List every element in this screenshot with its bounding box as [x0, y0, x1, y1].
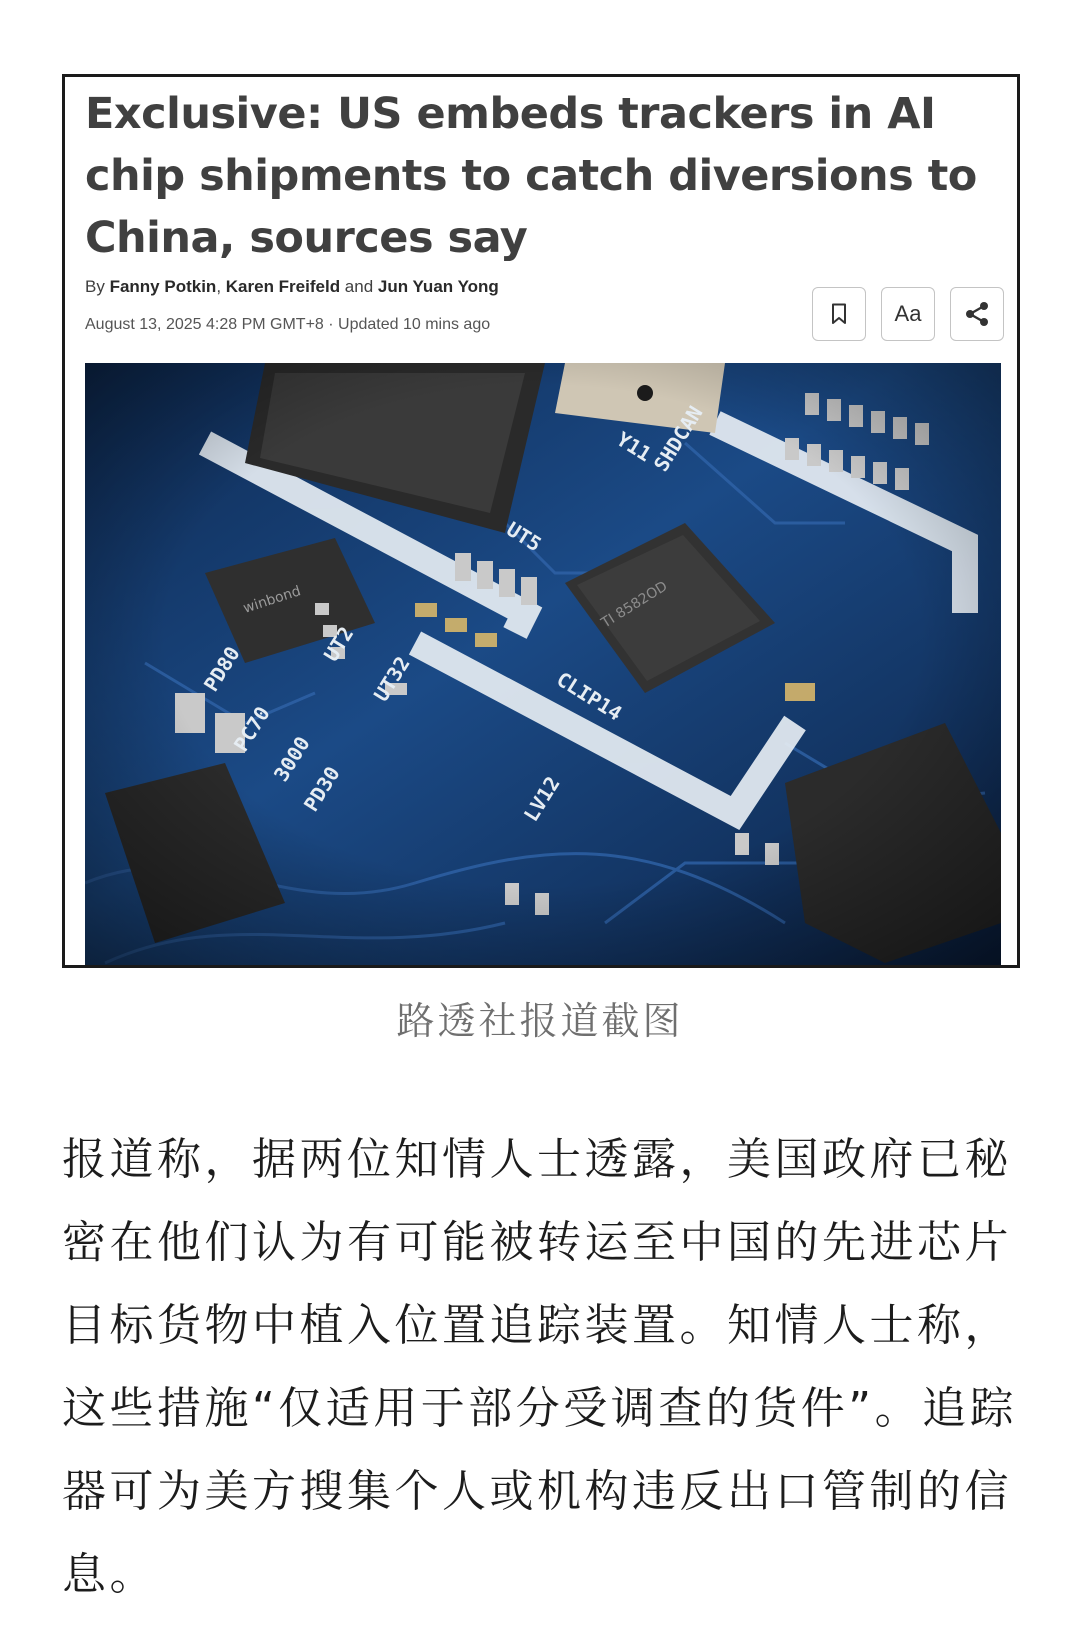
article-byline [85, 277, 499, 297]
circuit-board-photo [85, 363, 1001, 968]
share-button[interactable] [950, 287, 1004, 341]
author-link[interactable]: Fanny Potkin [109, 277, 217, 296]
author-link[interactable]: Karen Freifeld [225, 277, 341, 296]
article-headline: Exclusive: US embeds trackers in AI chip shipments to catch diversions to China, sources say [85, 89, 977, 263]
image-caption: 路透社报道截图 [396, 999, 684, 1043]
text-size-label: Aa [894, 301, 922, 326]
byline-and: and [340, 277, 378, 296]
photo-vignette [85, 363, 1001, 968]
bookmark-icon [831, 303, 847, 325]
article-screenshot [62, 74, 1020, 968]
article-dateline: August 13, 2025 4:28 PM GMT+8 · Updated 10 mins ago [85, 316, 491, 333]
text-size-button[interactable] [881, 287, 935, 341]
author-link[interactable]: Jun Yuan Yong [377, 277, 499, 296]
share-icon [963, 300, 991, 328]
byline-separator: , [216, 277, 226, 296]
byline-prefix: By [85, 277, 105, 296]
bookmark-button[interactable] [812, 287, 866, 341]
article-body-paragraph: 报道称，据两位知情人士透露，美国政府已秘密在他们认为有可能被转运至中国的先进芯片目标货物中植入位置追踪装置。知情人士称，这些措施“仅适用于部分受调查的货件”。追踪器可为美方搜集个人或机构违反出口管制的信息。 [62, 1134, 1018, 1600]
